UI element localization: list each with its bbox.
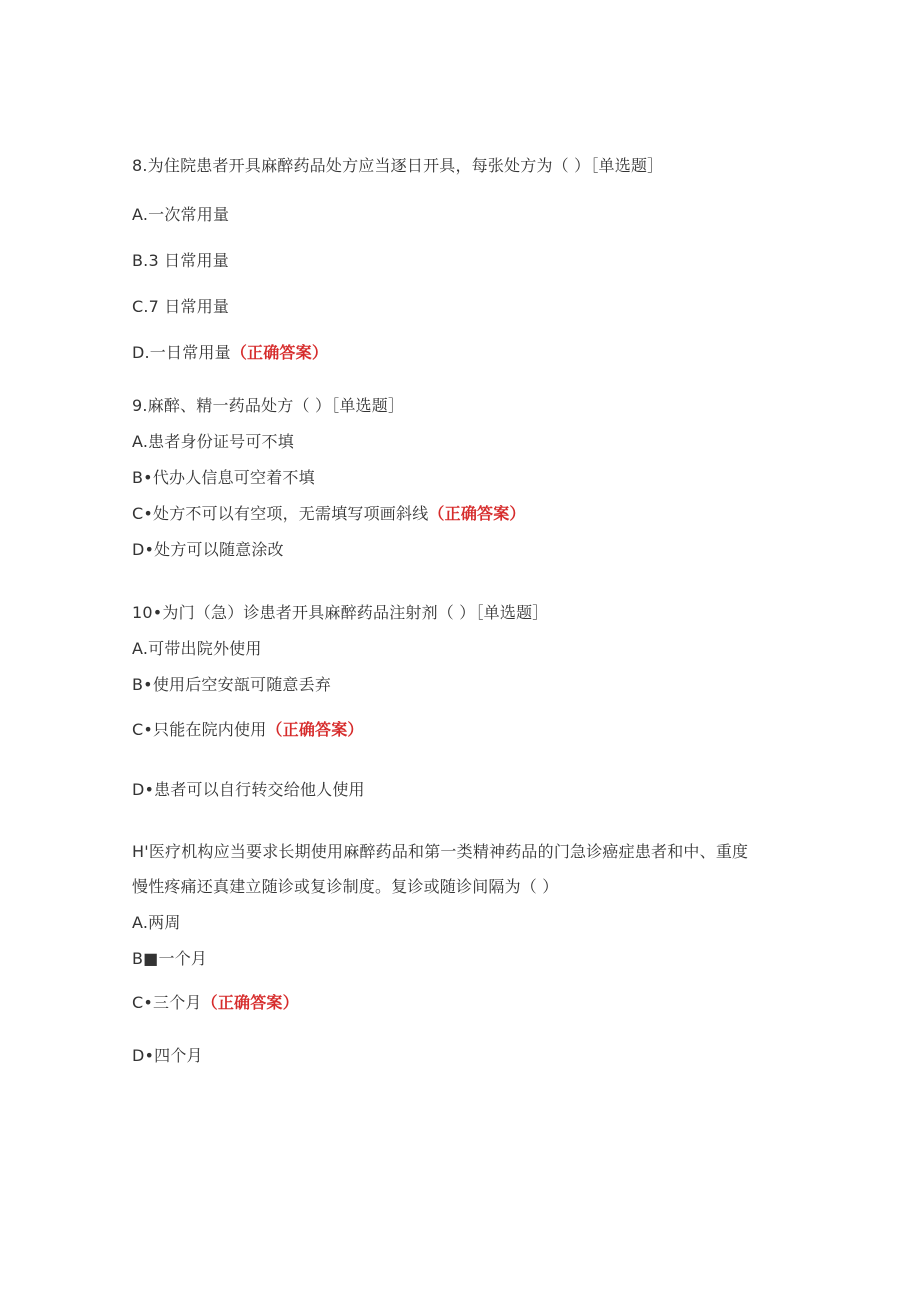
question-8-stem: 8.为住院患者开具麻醉药品处方应当逐日开具，每张处方为（ ）［单选题］ — [132, 156, 664, 175]
question-10-option-a: A.可带出院外使用 — [132, 639, 262, 658]
question-11-option-b: B■一个月 — [132, 949, 208, 968]
correct-answer-mark: （正确答案） — [266, 720, 364, 739]
question-10-stem: 10•为门（急）诊患者开具麻醉药品注射剂（ ）［单选题］ — [132, 603, 549, 622]
question-9-option-d: D•处方可以随意涂改 — [132, 540, 284, 559]
question-11-option-a: A.两周 — [132, 913, 181, 932]
correct-answer-mark: （正确答案） — [201, 993, 299, 1012]
correct-answer-mark: （正确答案） — [230, 343, 329, 362]
question-11-option-d: D•四个月 — [132, 1046, 203, 1065]
question-8-option-d — [132, 342, 328, 364]
option-text: C•只能在院内使用 — [132, 720, 267, 739]
question-8-option-a: A.一次常用量 — [132, 205, 230, 224]
question-11-stem-line-2: 慢性疼痛还真建立随诊或复诊制度。复诊或随诊间隔为（ ） — [132, 877, 559, 896]
option-text: D.一日常用量 — [132, 343, 231, 362]
option-text: C•处方不可以有空项，无需填写项画斜线 — [132, 504, 429, 523]
question-8-option-b: B.3 日常用量 — [132, 251, 229, 270]
question-10-option-b: B•使用后空安瓿可随意丢弃 — [132, 675, 332, 694]
question-9-option-c — [132, 503, 526, 525]
question-9-option-b: B•代办人信息可空着不填 — [132, 468, 315, 487]
question-9-option-a: A.患者身份证号可不填 — [132, 432, 294, 451]
question-8-option-c: C.7 日常用量 — [132, 297, 230, 316]
question-10-option-c — [132, 719, 364, 741]
option-text: C•三个月 — [132, 993, 202, 1012]
question-10-option-d: D•患者可以自行转交给他人使用 — [132, 780, 365, 799]
question-11-stem-line-1: H'医疗机构应当要求长期使用麻醉药品和第一类精神药品的门急诊癌症患者和中、重度 — [132, 842, 749, 861]
correct-answer-mark: （正确答案） — [428, 504, 526, 523]
question-9-stem: 9.麻醉、精一药品处方（ ）［单选题］ — [132, 396, 405, 415]
question-11-option-c — [132, 992, 299, 1014]
